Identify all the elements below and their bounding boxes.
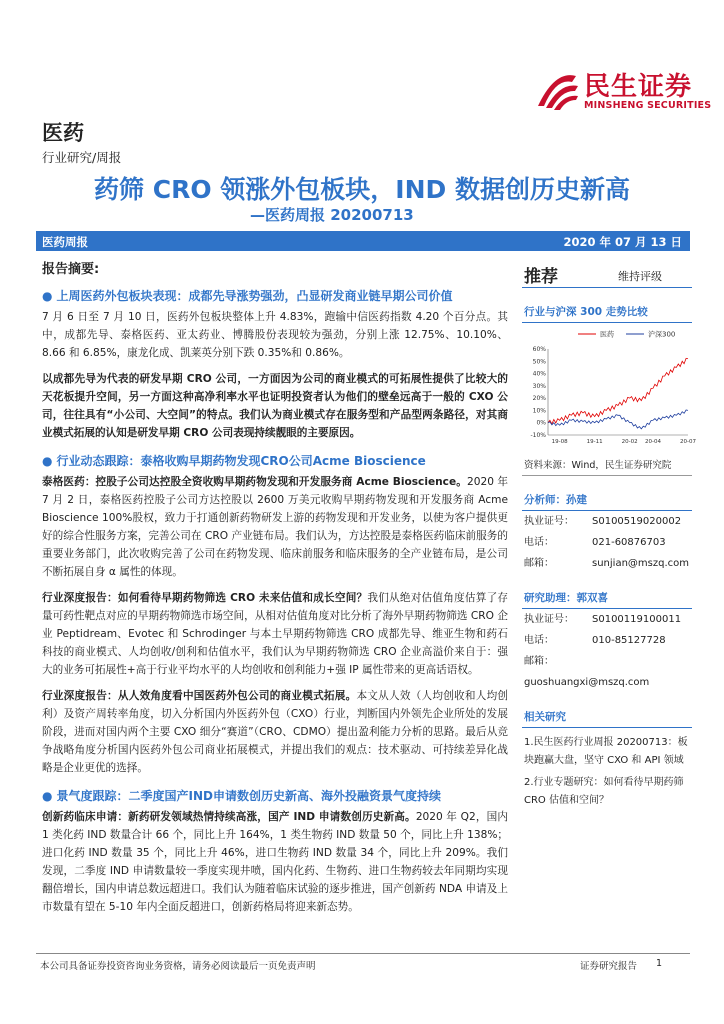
related-heading: 相关研究 <box>522 705 692 728</box>
bullet-icon: ● <box>42 789 53 803</box>
page-subtitle: —医药周报 20200713 <box>250 206 414 224</box>
paragraph: 行业深度报告：如何看待早期药物筛选 CRO 未来估值和成长空间？我们从绝对估值角度估算了存量可药性靶点对应的早期药物筛选市场空间，从相对估值角度对比分析了海外早期药物筛选 CRO 企业 Peptidream、Evotec 和 Schrodinger 与本土早期药物筛选 CRO 成都先导、维亚生物和药石科技的商业模式、人均创收/创利和估值水平，我们认为早期药物筛选 CRO 企业高溢价来自于：强大的业务可拓展性+高于行业平均水平的人均创收和创利能力+强 IP 属性带来的更高话语权。 <box>42 592 509 676</box>
series-line-0 <box>548 358 688 424</box>
section-title: ● 上周医药外包板块表现：成都先导涨势强劲，凸显研发商业链早期公司价值 <box>42 289 453 303</box>
chart-heading: 行业与沪深 300 走势比较 <box>522 300 692 323</box>
related-list <box>522 734 692 810</box>
legend-label-1: 沪深300 <box>648 330 676 339</box>
sidebar <box>522 258 696 810</box>
paragraph: 7 月 6 日至 7 月 10 日，医药外包板块整体上升 4.83%，跑输中信医药指数 4.20 个百分点。其中，成都先导、泰格医药、亚太药业、博腾股份表现较为强劲，分别上涨 12.75%、10.10%、8.66 和 6.85%，康龙化成、凯莱英分别下跌 0.35%和 0.86%。 <box>42 311 508 359</box>
analyst-heading: 分析师：孙建 <box>522 488 692 511</box>
contact-row: 电话： 021-60876703 <box>524 537 666 548</box>
assistant-heading: 研究助理：郭双喜 <box>522 586 692 609</box>
y-tick-label: 40% <box>532 370 546 378</box>
logo-text-cn: 民生证券 <box>584 72 693 102</box>
summary-label: 报告摘要: <box>42 262 100 277</box>
trend-chart-svg <box>522 343 696 453</box>
chart-source: 资料来源：Wind，民生证券研究院 <box>522 457 692 476</box>
band-report-name: 医药周报 <box>42 235 88 249</box>
legend-label-0: 医药 <box>600 330 614 339</box>
y-tick-label: 0% <box>536 419 546 427</box>
related-item[interactable]: 2.行业专题研究：如何看待早期药筛 CRO 估值和空间？ <box>524 777 684 806</box>
y-tick-label: 50% <box>532 358 546 366</box>
summary-column <box>42 258 508 924</box>
y-tick-label: -10% <box>530 432 546 439</box>
trend-chart <box>522 343 696 453</box>
contact-row[interactable]: 邮箱：guoshuangxi@mszq.com <box>524 656 650 688</box>
logo-text-en: MINSHENG SECURITIES <box>584 100 712 111</box>
paragraph: 行业深度报告：从人效角度看中国医药外包公司的商业模式拓展。本文从人效（人均创收和人均创利）及资产周转率角度，切入分析国内外医药外包（CXO）行业，判断国内外领先企业所处的发展阶段，进而对国内两个主要 CXO 细分“赛道”（CRO、CDMO）提出盈利能力分析的思路。最后从竞争战略角度分析国内医药外包公司商业拓展模式，并提出我们的观点：技术驱动、可持续差异化战略是企业更优的选择。 <box>42 690 509 774</box>
section-title: ● 景气度跟踪：二季度国产IND申请数创历史新高、海外投融资景气度持续 <box>42 789 441 803</box>
assistant-contact <box>522 609 692 693</box>
paragraph: 以成都先导为代表的研发早期 CRO 公司，一方面因为公司的商业模式的可拓展性提供了比较大的天花板提升空间，另一方面这种高净利率水平也证明投资者认为他们的壁垒远高于一般的 CXO 公司，往往具有“小公司、大空间”的特点。我们认为商业模式存在服务型和产品型两条路径，对其商业模式拓展的认知是研发早期 CRO 公司表现持续靓眼的主要原因。 <box>42 373 508 439</box>
rating-label: 推荐 <box>524 267 558 287</box>
bullet-icon: ● <box>42 289 53 303</box>
rating-value: 维持评级 <box>618 270 662 283</box>
header-band <box>36 231 690 251</box>
rating-box <box>522 258 692 288</box>
section-title: ● 行业动态跟踪：泰格收购早期药物发现CRO公司Acme Bioscience <box>42 454 426 468</box>
logo-mark-icon <box>530 66 580 116</box>
paragraph: 创新药临床申请：新药研发领域热情持续高涨，国产 IND 申请数创历史新高。2020 年 Q2，国内 1 类化药 IND 数量合计 66 个，同比上升 164%，1 类生物药 IND 数量 50 个，同比上升 138%；进口化药 IND 数量 35 个，同比上升 46%，进口生物药 IND 数量 34 个，同比上升 209%。我们发现，二季度 IND 申请数量较一季度实现井喷，国内化药、生物药、进口生物药较去年同期均实现翻倍增长，国内申请总数远超进口。我们认为随着临床试验的逐步推进，国产创新药 NDA 申请及上市数量有望在 5-10 年内全面反超进口，创新药格局将迎来新态势。 <box>42 811 508 913</box>
legend-svg <box>522 327 692 341</box>
footer-label: 证券研究报告 <box>580 961 638 972</box>
contact-row: 执业证号： S0100119100011 <box>524 614 682 625</box>
x-tick-label: 20-04 <box>645 439 661 445</box>
series-line-1 <box>548 410 688 429</box>
y-tick-label: 30% <box>532 382 546 390</box>
chart-legend <box>522 327 692 341</box>
y-tick-label: 60% <box>532 346 546 353</box>
x-tick-label: 19-08 <box>551 439 568 445</box>
company-logo <box>530 64 712 120</box>
y-tick-label: 20% <box>532 395 546 403</box>
contact-row[interactable]: 邮箱： sunjian@mszq.com <box>524 558 689 569</box>
band-date: 2020 年 07 月 13 日 <box>563 235 682 249</box>
contact-row: 执业证号： S0100519020002 <box>524 516 682 527</box>
x-tick-label: 20-02 <box>621 439 638 445</box>
footer-disclaimer: 本公司具备证券投资咨询业务资格，请务必阅读最后一页免责声明 <box>40 961 316 972</box>
footer-divider <box>36 953 690 954</box>
paragraph: 泰格医药：控股子公司达控股全资收购早期药物发现和开发服务商 Acme Bioscience。2020 年 7 月 2 日，泰格医药控股子公司方达控股以 2600 万美元收购早期药物发现和开发服务商 Acme Bioscience 100%股权，致力于打通创新药物研发上游的药物发现和开发业务，以使为客户提供更好的综合性服务方案，完善公司在 CRO 产业链布局。我们认为，方达控股是泰格医药临床前服务的重要业务部门，此次收购完善了公司在药物发现、临床前服务和临床服务的全产业链布局，是公司不断拓展自身 α 属性的体现。 <box>42 476 509 578</box>
page-number: 1 <box>656 958 663 969</box>
bullet-icon: ● <box>42 454 53 468</box>
report-type: 行业研究/周报 <box>42 150 122 165</box>
page-title: 药筛 CRO 领涨外包板块，IND 数据创历史新高 <box>94 175 630 204</box>
contact-row: 电话： 010-85127728 <box>524 635 666 646</box>
related-item[interactable]: 1.民生医药行业周报 20200713：板块跑赢大盘，坚守 CXO 和 API 领域 <box>524 737 688 766</box>
analyst-contact <box>522 511 692 574</box>
y-tick-label: 10% <box>532 407 546 415</box>
x-tick-label: 19-11 <box>586 439 603 445</box>
x-tick-label: 20-07 <box>680 439 696 445</box>
industry-label: 医药 <box>42 121 84 145</box>
